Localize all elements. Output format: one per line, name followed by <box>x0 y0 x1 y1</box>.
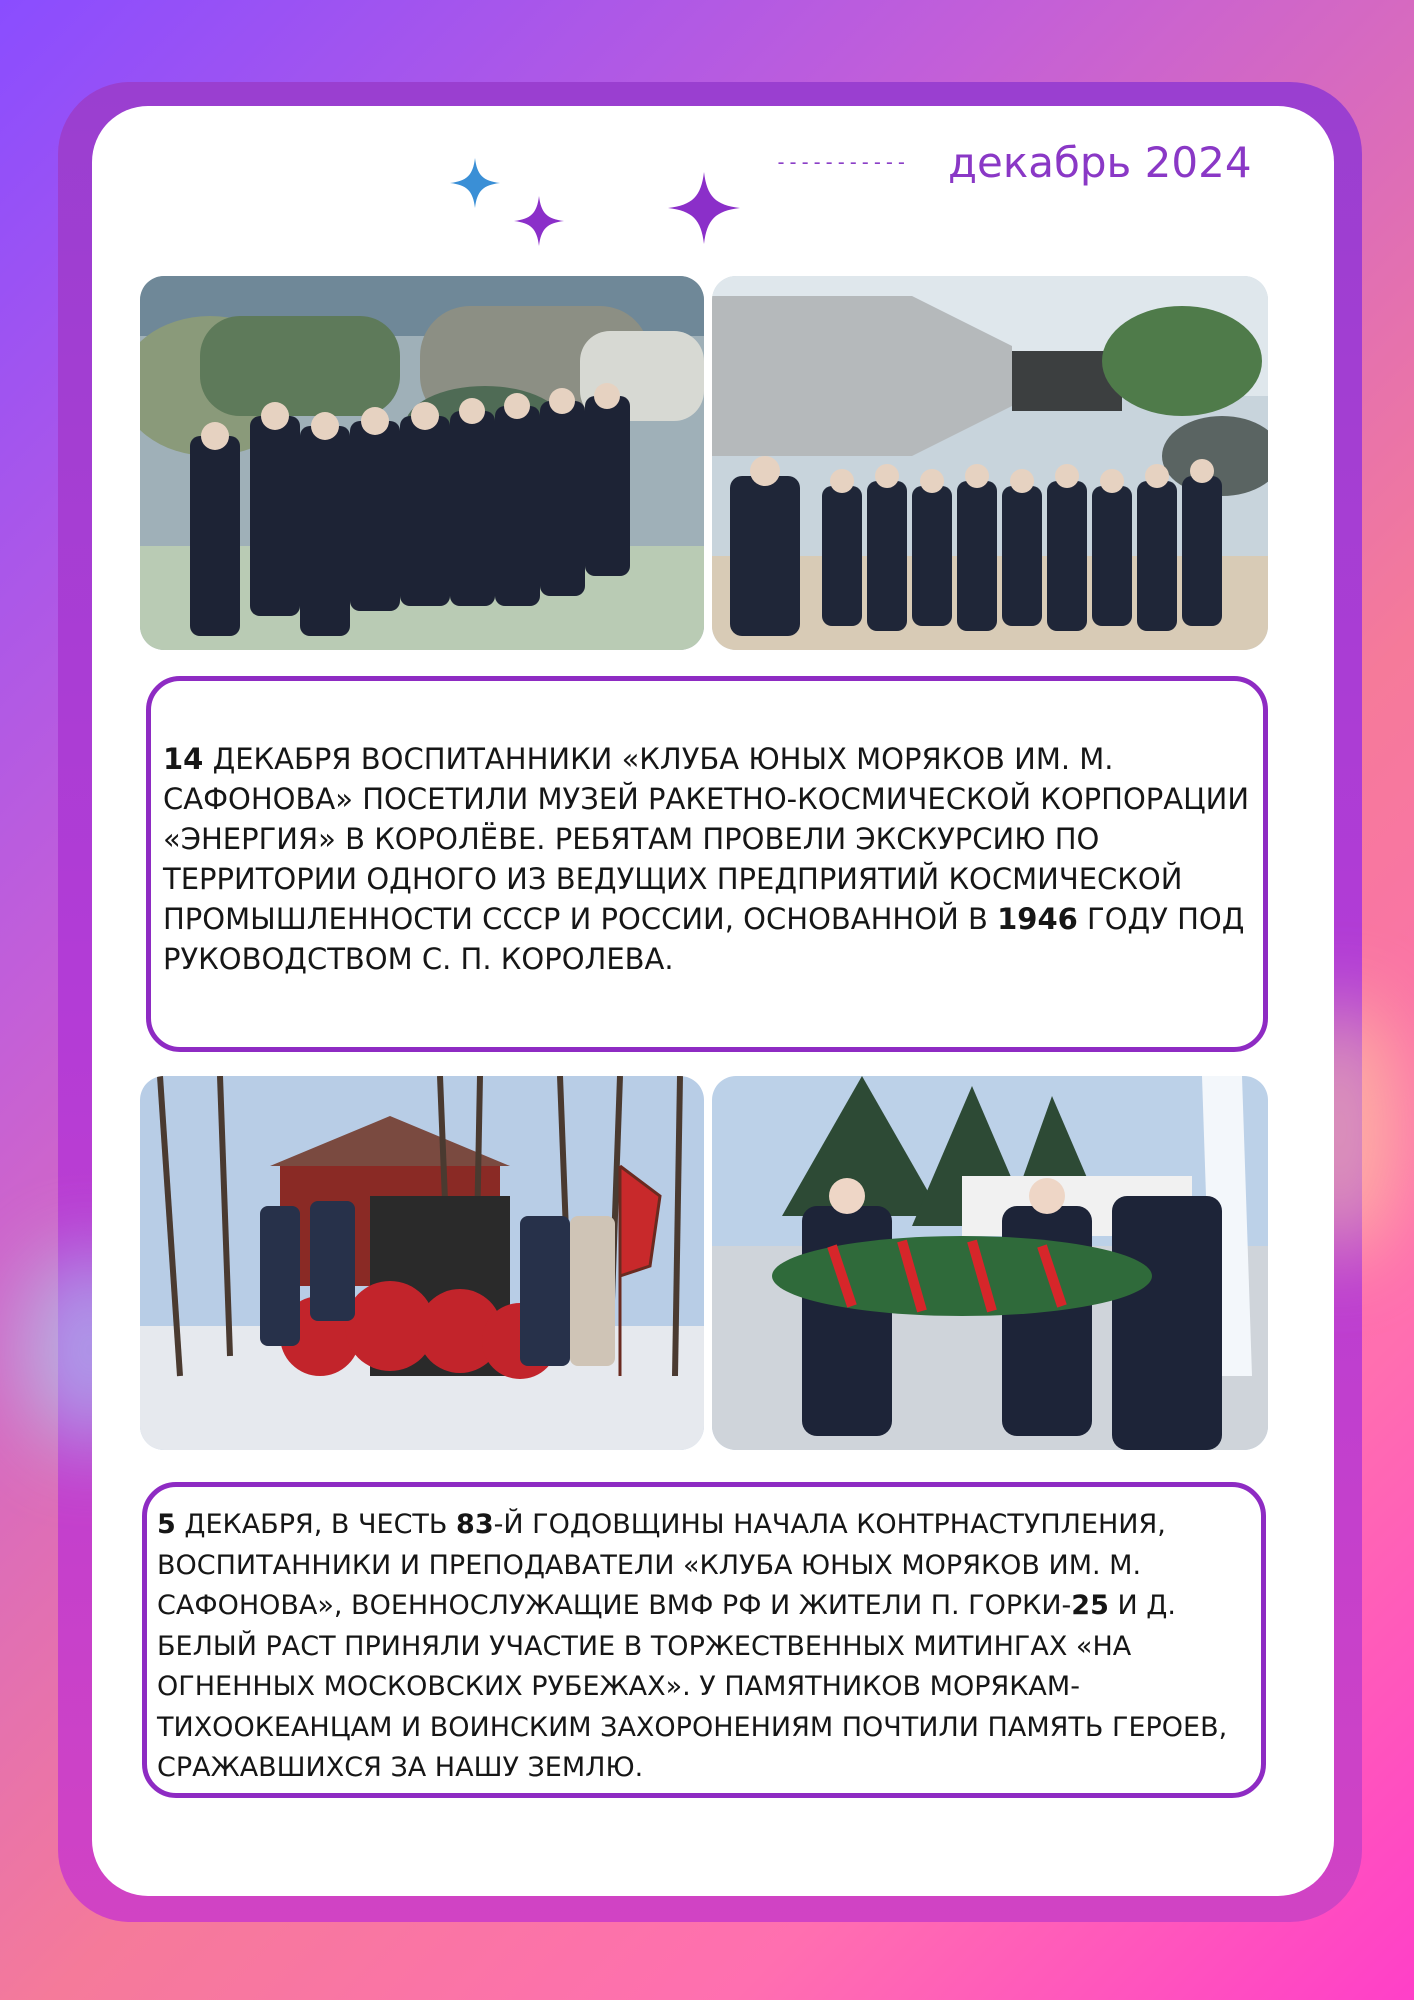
photo-museum-2 <box>712 276 1268 650</box>
photo-museum-1 <box>140 276 704 650</box>
sparkle-purple-icon <box>668 172 740 244</box>
sparkle-blue-icon <box>450 158 500 208</box>
photo-memorial-1 <box>140 1076 704 1450</box>
article-text: 5 ДЕКАБРЯ, В ЧЕСТЬ 83-Й ГОДОВЩИНЫ НАЧАЛА КОНТРНАСТУПЛЕНИЯ, ВОСПИТАННИКИ И ПРЕПОДАВАТЕЛИ «КЛУБА ЮНЫХ МОРЯКОВ ИМ. М. САФОНОВА», ВОЕННОСЛУЖАЩИЕ ВМФ РФ И ЖИТЕЛИ П. ГОРКИ-25 И Д. БЕЛЫЙ РАСТ ПРИНЯЛИ УЧАСТИЕ В ТОРЖЕСТВЕННЫХ МИТИНГАХ «НА ОГНЕННЫХ МОСКОВСКИХ РУБЕЖАХ». У ПАМЯТНИКОВ МОРЯКАМ-ТИХООКЕАНЦАМ И ВОИНСКИМ ЗАХОРОНЕНИЯМ ПОЧТИЛИ ПАМЯТЬ ГЕРОЕВ, СРАЖАВШИХСЯ ЗА НАШУ ЗЕМЛЮ. <box>157 1509 1228 1783</box>
photo-memorial-2 <box>712 1076 1268 1450</box>
article-text: 14 ДЕКАБРЯ ВОСПИТАННИКИ «КЛУБА ЮНЫХ МОРЯКОВ ИМ. М. САФОНОВА» ПОСЕТИЛИ МУЗЕЙ РАКЕТНО-КОСМИЧЕСКОЙ КОРПОРАЦИИ «ЭНЕРГИЯ» В КОРОЛЁВЕ. РЕБЯТАМ ПРОВЕЛИ ЭКСКУРСИЮ ПО ТЕРРИТОРИИ ОДНОГО ИЗ ВЕДУЩИХ ПРЕДПРИЯТИЙ КОСМИЧЕСКОЙ ПРОМЫШЛЕННОСТИ СССР И РОССИИ, ОСНОВАННОЙ В 1946 ГОДУ ПОД РУКОВОДСТВОМ С. П. КОРОЛЕВА. <box>163 742 1250 977</box>
decorative-dashes: ----------- <box>775 150 908 174</box>
issue-date: декабрь 2024 <box>948 138 1252 187</box>
sparkle-purple-icon <box>514 196 564 246</box>
article-box <box>142 1482 1266 1798</box>
article-box <box>146 676 1268 1052</box>
